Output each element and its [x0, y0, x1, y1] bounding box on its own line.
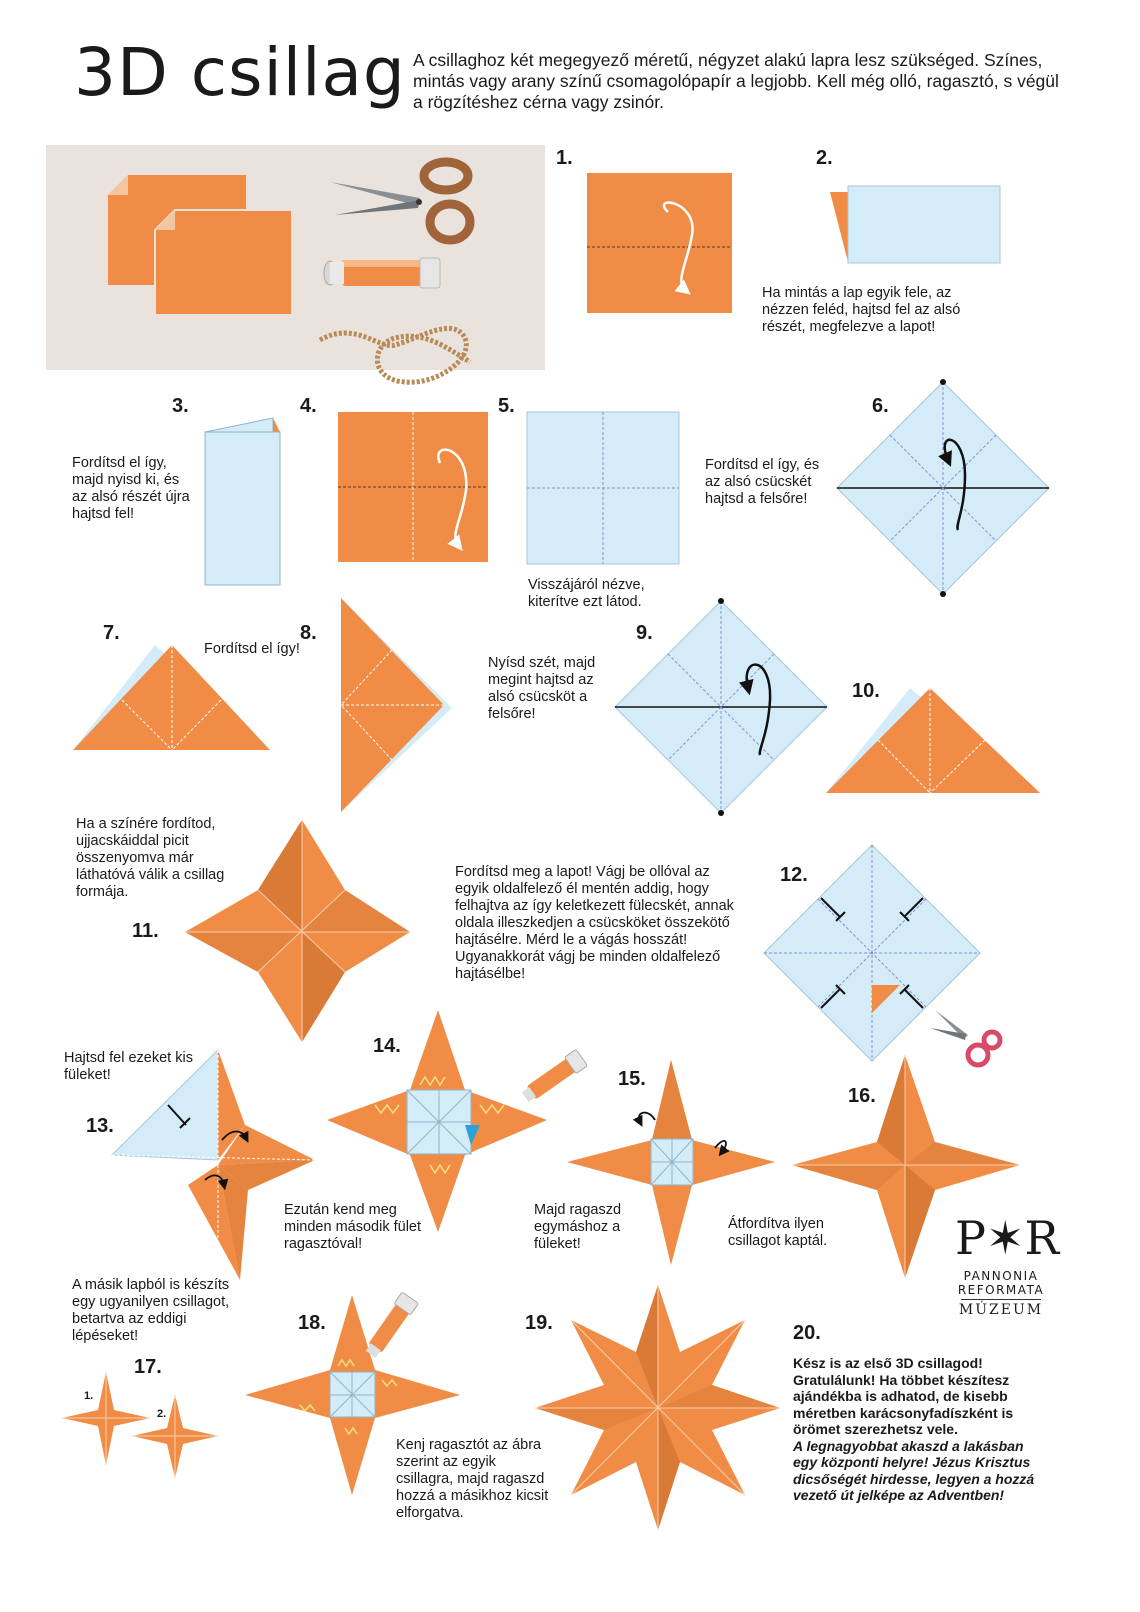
step-17-label-2: 2.: [157, 1408, 167, 1420]
logo-divider: [961, 1299, 1041, 1300]
scissors-small-icon: [930, 1010, 1000, 1065]
step-17-number: 17.: [134, 1356, 162, 1378]
step-7-text: Fordítsd el így!: [204, 641, 300, 657]
step-19-star: [535, 1285, 780, 1530]
step-19-number: 19.: [525, 1312, 553, 1334]
glue-stick-step18-icon: [363, 1292, 419, 1360]
step-1-figure: [587, 173, 732, 313]
logo-line-2: REFORMATA: [957, 1283, 1045, 1297]
step-2-figure: [830, 186, 1000, 263]
logo-line-1: PANNONIA: [963, 1269, 1039, 1283]
step-13-text: Hajtsd fel ezeket kis füleket!: [64, 1050, 193, 1083]
step-3-text: Fordítsd el így, majd nyisd ki, és az alsó részét újra hajtsd fel!: [72, 455, 190, 522]
step-15-number: 15.: [618, 1068, 646, 1090]
step-18-number: 18.: [298, 1312, 326, 1334]
step-17-text: A másik lapból is készíts egy ugyanilyen csillagot, betartva az eddigi lépéseket!: [72, 1277, 230, 1344]
step-6-text: Fordítsd el így, és az alsó csücskét hajtsd a felsőre!: [705, 457, 820, 507]
step-11-number: 11.: [132, 920, 159, 942]
step-12-number: 12.: [780, 864, 808, 886]
step-7-number: 7.: [103, 622, 120, 644]
step-3-figure: [205, 418, 280, 585]
intro-text: A csillaghoz két megegyező méretű, négyzet alakú lapra lesz szükséged. Színes, mintás vagy arany színű csomagolópapír a legjobb. Kell még olló, ragasztó, s végül a rögzítéshez cérna vagy zsinór.: [413, 50, 1059, 112]
string-icon: [320, 328, 470, 382]
museum-logo: [955, 1211, 1060, 1318]
page-title: 3D csillag: [74, 34, 406, 111]
step-10-number: 10.: [852, 680, 880, 702]
step-17-star-2: [132, 1395, 218, 1478]
glue-stick-icon: [324, 258, 440, 288]
step-1-number: 1.: [556, 147, 573, 169]
step-4-figure: [338, 412, 488, 562]
step-13-number: 13.: [86, 1115, 114, 1137]
step-16-number: 16.: [848, 1085, 876, 1107]
step-6-number: 6.: [872, 395, 889, 417]
step-7-figure: [73, 645, 270, 750]
step-4-number: 4.: [300, 395, 317, 417]
logo-line-3: MÚZEUM: [958, 1302, 1044, 1318]
step-8-figure: [341, 598, 452, 812]
step-15-text: Majd ragaszd egymáshoz a füleket!: [534, 1202, 622, 1252]
step-5-figure: [527, 412, 679, 564]
step-14-number: 14.: [373, 1035, 401, 1057]
step-12-text: Fordítsd meg a lapot! Vágj be ollóval az egyik oldalfelező él mentén addig, hogy felhajtva az így keletkezett fülecskét, annak oldala illeszkedjen a csücsköket összekötő hajtásélre. Mérd le a vágás hosszát! Ugyanakkorát vágj be minden oldalfelező hajtásélbe!: [455, 864, 734, 982]
scissors-icon: [330, 162, 470, 240]
step-3-number: 3.: [172, 395, 189, 417]
step-5-text: Visszájáról nézve, kiterítve ezt látod.: [528, 577, 645, 610]
step-20-text: [793, 1355, 1038, 1504]
step-17-star-1: [62, 1372, 150, 1465]
glue-stick-small-icon: [520, 1049, 588, 1105]
step-11-text: Ha a színére fordítod, ujjacskáiddal picit összenyomva már láthatóvá válik a csillag formája.: [76, 816, 225, 900]
step-18-text: Kenj ragasztót az ábra szerint az egyik csillagra, majd ragaszd hozzá a másikhoz kicsit elforgatva.: [396, 1437, 549, 1521]
step-2-number: 2.: [816, 147, 833, 169]
step-2-text: Ha mintás a lap egyik fele, az nézzen feléd, hajtsd fel az alsó részét, megfelezve a lapot!: [762, 285, 961, 335]
step-14-figure: [327, 1010, 547, 1232]
step-17-label-1: 1.: [84, 1390, 94, 1402]
step-8-number: 8.: [300, 622, 317, 644]
step-20-italic-text: A legnagyobbat akaszd a lakásban egy központi helyre! Jézus Krisztus dicsőségét hirdesse, legyen a hozzá vezető út jelképe az Adventben!: [793, 1437, 1035, 1503]
step-9-number: 9.: [636, 622, 653, 644]
step-9-text: Nyísd szét, majd megint hajtsd az alsó csücsköt a felsőre!: [488, 655, 596, 722]
step-14-text: Ezután kend meg minden második fület ragasztóval!: [284, 1202, 422, 1252]
step-20-main-text: Kész is az első 3D csillagod! Gratulálunk! Ha többet készítesz ajándékba is adhatod, de kisebb méretben karácsonyfadíszként is örömet szerezhetsz vele.: [793, 1355, 1014, 1437]
paper-sheets-icon: [108, 175, 292, 315]
step-16-text: Átfordítva ilyen csillagot kaptál.: [728, 1216, 828, 1249]
step-10-figure: [826, 688, 1040, 793]
step-6-figure: [837, 379, 1049, 597]
step-5-number: 5.: [498, 395, 515, 417]
logo-monogram: P✶R: [955, 1211, 1060, 1265]
step-20-number: 20.: [793, 1322, 821, 1344]
